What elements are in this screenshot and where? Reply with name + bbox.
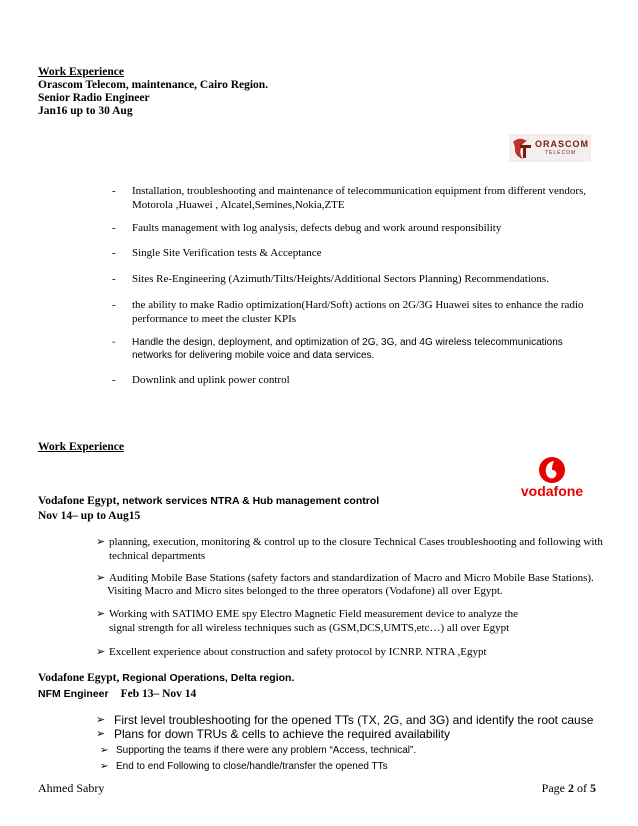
vodafone-logo-icon — [510, 456, 594, 486]
job-title: Senior Radio Engineer — [38, 92, 150, 104]
section-heading: Work Experience — [38, 66, 124, 78]
department: Regional Operations, Delta region. — [122, 672, 295, 684]
orascom-logo-text: ORASCOM — [535, 139, 589, 149]
orascom-logo — [509, 134, 591, 162]
page-number: Page 2 of 5 — [541, 781, 596, 795]
role-line — [38, 686, 196, 701]
company-line — [38, 494, 379, 508]
job-title: NFM Engineer — [38, 688, 109, 700]
footer-author: Ahmed Sabry — [38, 781, 105, 795]
job-dates: Nov 14– up to Aug15 — [38, 510, 141, 522]
list-item: - Installation, troubleshooting and maintenance of telecommunication equipment from different vendors, Motorola ,Huawei , Alcatel,Semines,Nokia,ZTE — [112, 185, 587, 211]
company-name: Vodafone Egypt, — [38, 672, 120, 684]
department: network services NTRA & Hub management control — [122, 495, 380, 507]
company-name: Orascom Telecom, maintenance, Cairo Region. — [38, 79, 269, 91]
section-heading: Work Experience — [38, 441, 124, 453]
list-item-continued: Visiting Macro and Micro sites belonged to the three operators (Vodafone) all over Egypt. — [107, 585, 503, 597]
list-item-continued: signal strength for all wireless techniques such as (GSM,DCS,UMTS,etc…) all over Egypt — [109, 622, 510, 634]
job-dates: Jan16 up to 30 Aug — [38, 105, 133, 117]
vodafone-logo — [510, 456, 594, 500]
vodafone-logo-text: vodafone — [520, 483, 584, 499]
company-name: Vodafone Egypt, — [38, 495, 120, 507]
job-dates: Feb 13– Nov 14 — [120, 688, 197, 700]
company-line — [38, 671, 294, 685]
orascom-logo-subtext: TELECOM — [545, 150, 577, 156]
